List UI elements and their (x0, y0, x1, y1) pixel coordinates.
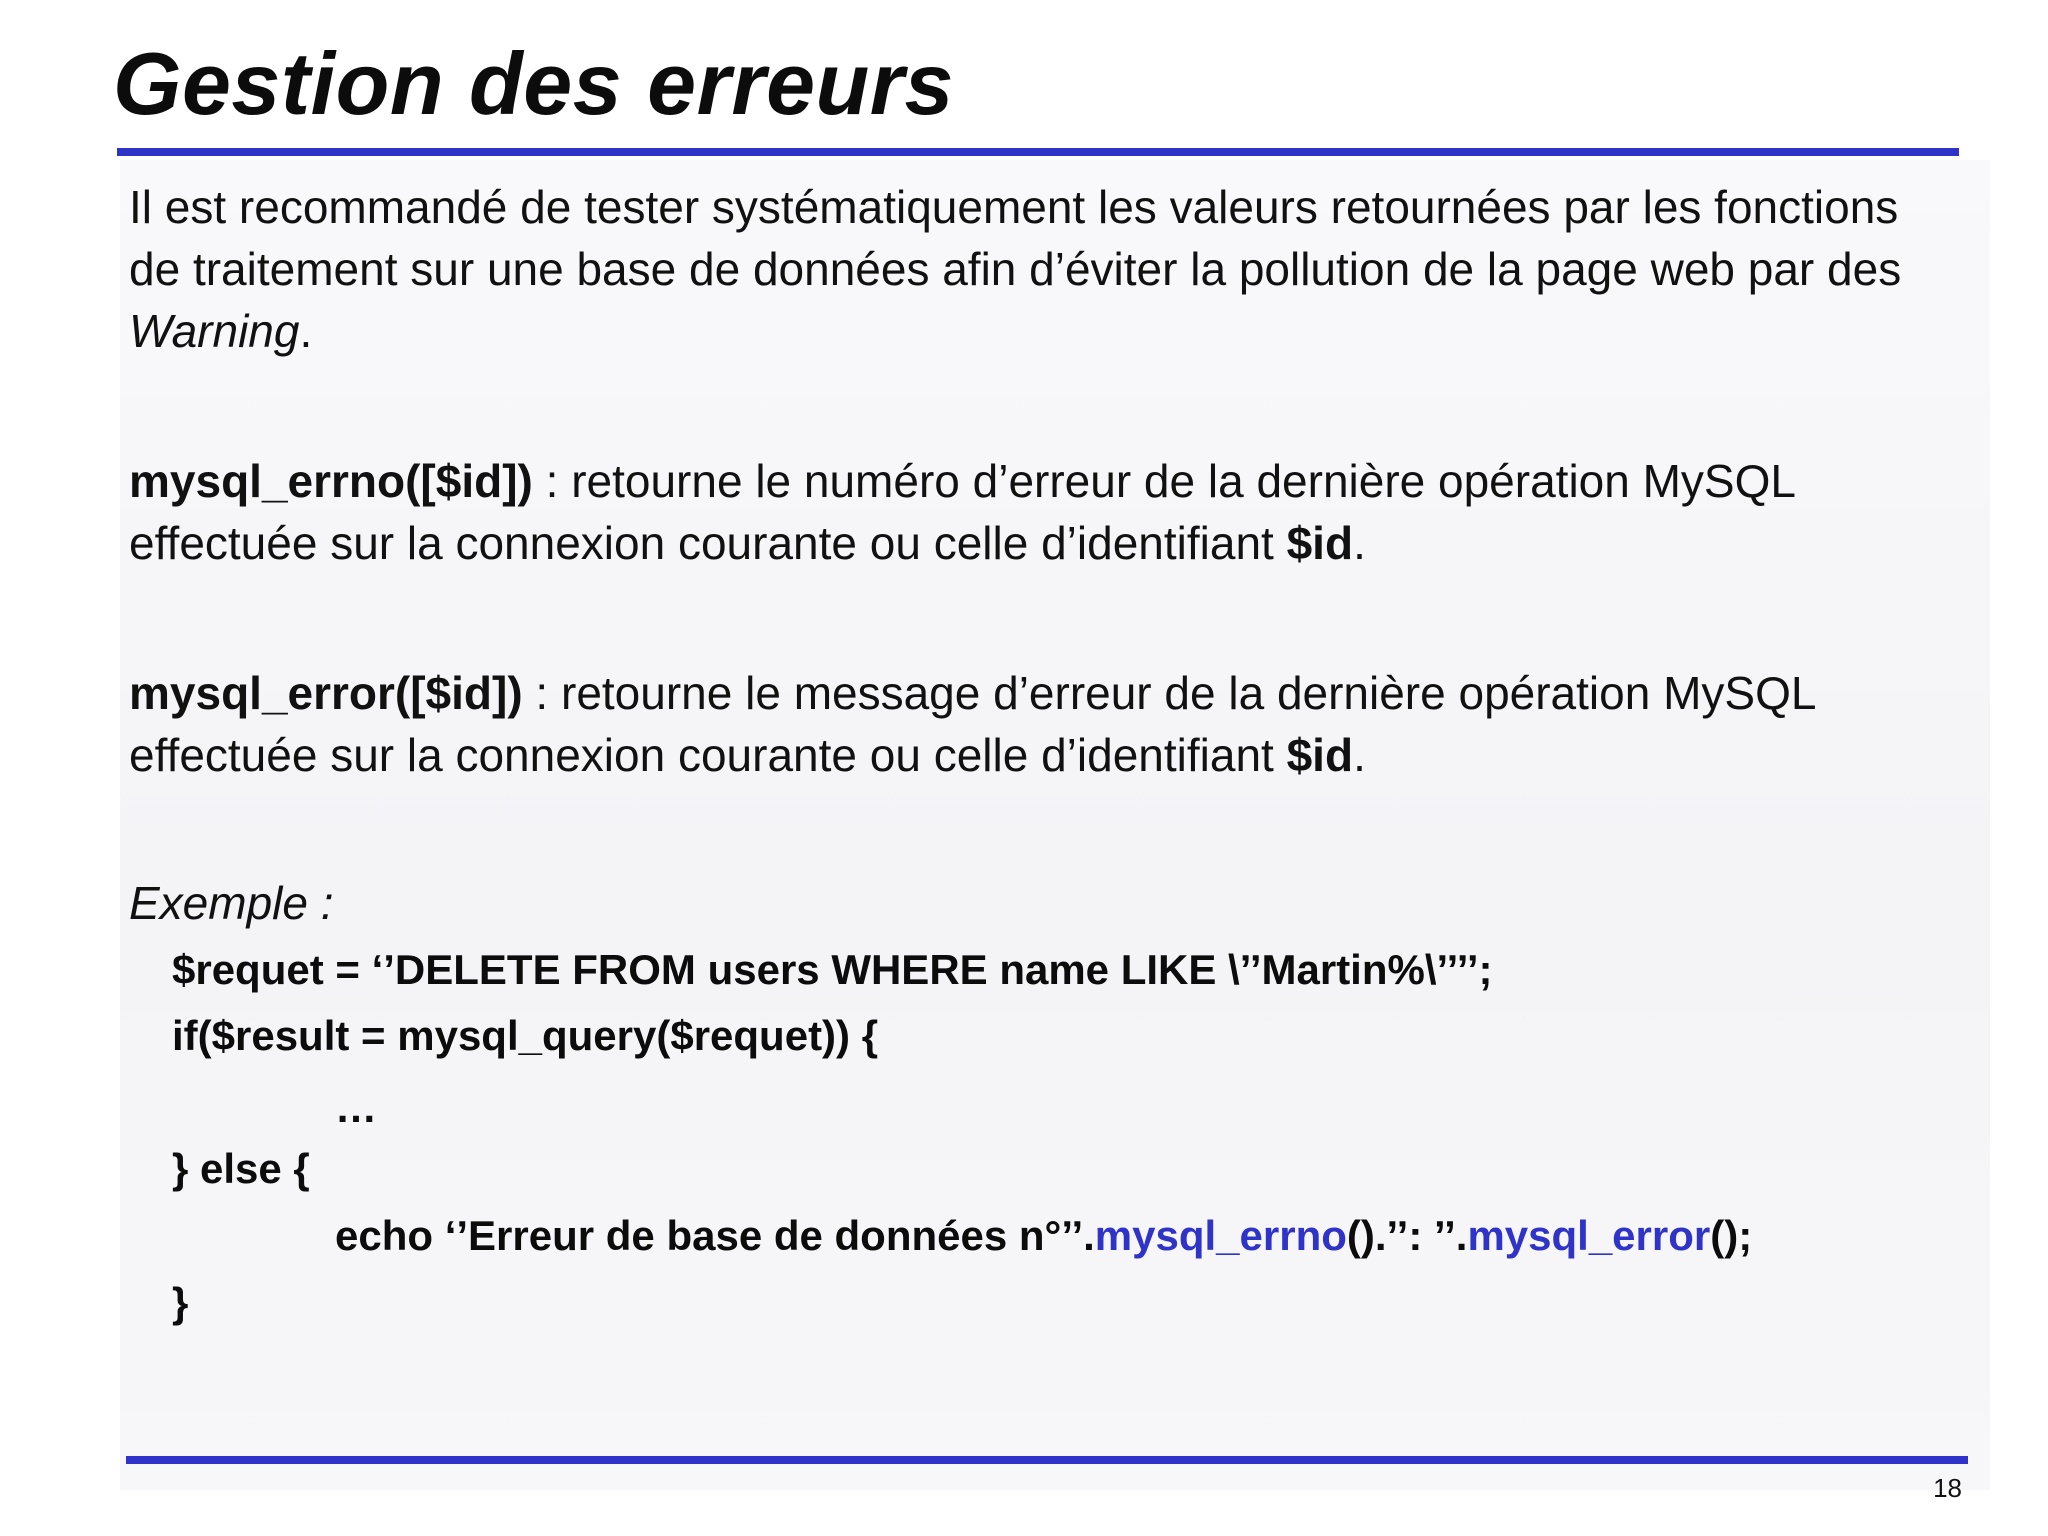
code-line-5-start: echo ‘’Erreur de base de données n°’’. (335, 1212, 1095, 1259)
errno-param: $id (1286, 517, 1354, 569)
intro-emphasis: Warning (129, 305, 300, 357)
error-paragraph (129, 662, 1959, 786)
errno-paragraph (129, 450, 1959, 574)
code-line-5 (335, 1212, 1753, 1259)
intro-end: . (299, 305, 313, 357)
errno-end: . (1353, 517, 1366, 569)
error-description: : retourne le message d’erreur de la dernière opération MySQL effectuée sur la connexion courante ou celle d’identifiant (129, 667, 1815, 781)
error-signature: mysql_error([$id]) (129, 667, 523, 719)
intro-text: Il est recommandé de tester systématiquement les valeurs retournées par les fonctions de traitement sur une base de données afin d’éviter la pollution de la page web par des (129, 181, 1902, 295)
errno-description: : retourne le numéro d’erreur de la dernière opération MySQL effectuée sur la connexion courante ou celle d’identifiant (129, 455, 1795, 569)
code-line-3: … (335, 1084, 377, 1131)
code-line-5-mid: ().’’: ’’. (1346, 1212, 1468, 1259)
intro-paragraph (129, 176, 1959, 362)
errno-signature: mysql_errno([$id]) (129, 455, 533, 507)
code-fn-errno: mysql_errno (1094, 1212, 1347, 1259)
slide-title: Gestion des erreurs (113, 34, 954, 133)
code-line-2: if($result = mysql_query($requet)) { (172, 1012, 879, 1059)
example-label: Exemple : (129, 877, 334, 929)
code-line-6: } (172, 1279, 189, 1326)
code-line-5-end: (); (1710, 1212, 1753, 1259)
code-fn-error: mysql_error (1467, 1212, 1711, 1259)
error-param: $id (1286, 729, 1354, 781)
footer-divider (126, 1456, 1968, 1464)
error-end: . (1353, 729, 1366, 781)
title-divider (117, 148, 1959, 156)
code-line-4: } else { (172, 1145, 310, 1192)
page-number: 18 (1933, 1473, 1962, 1503)
code-line-1: $requet = ‘’DELETE FROM users WHERE name LIKE \’’Martin%\’’’’; (172, 946, 1493, 993)
